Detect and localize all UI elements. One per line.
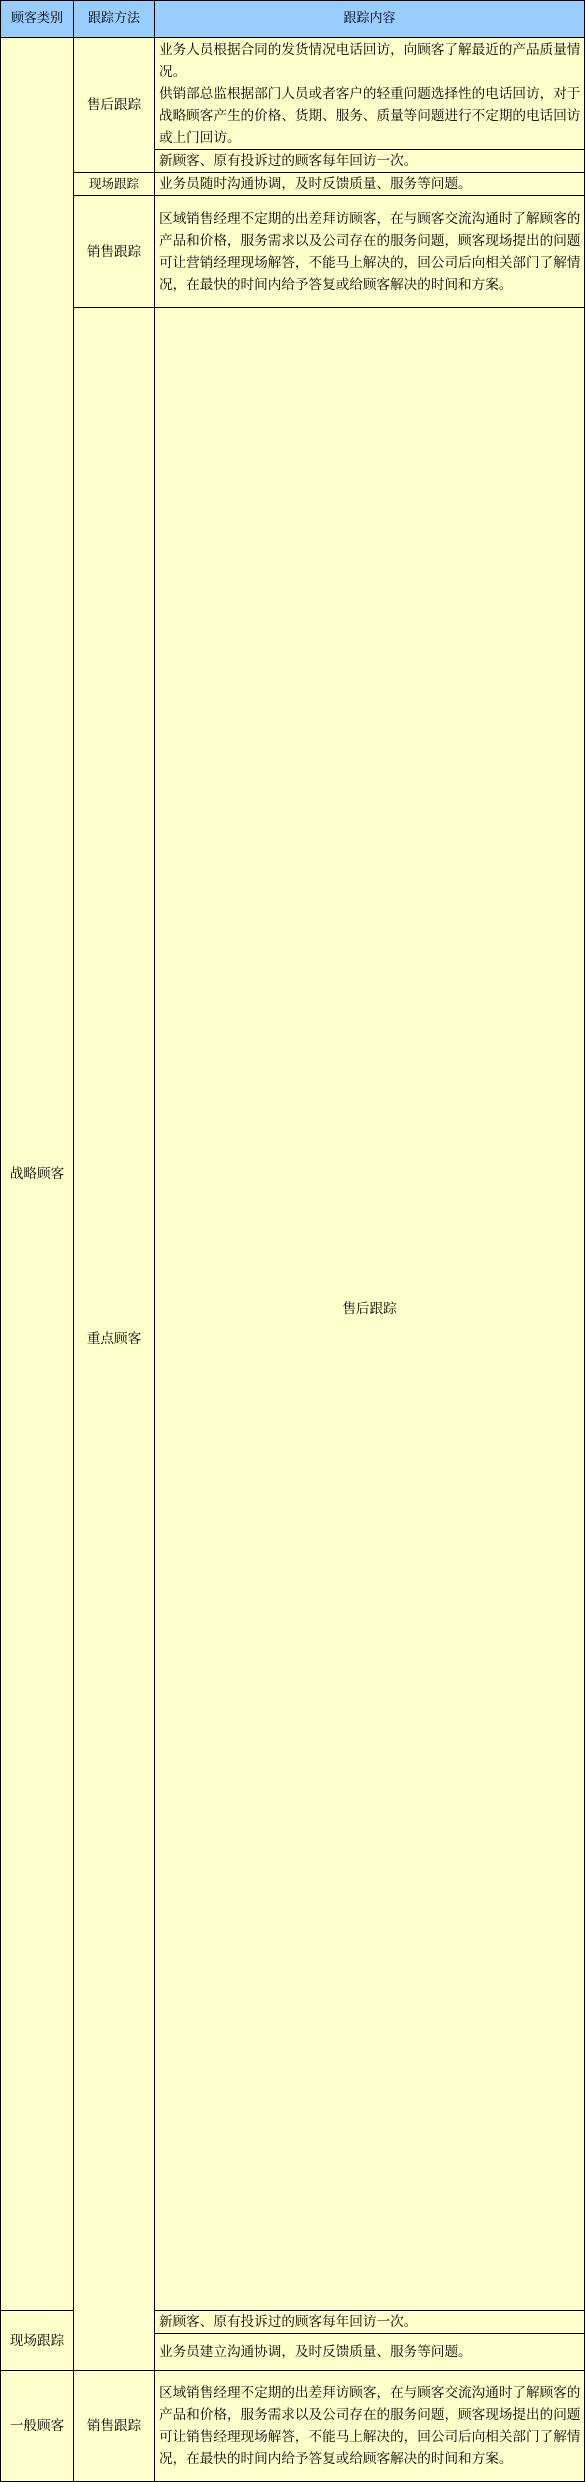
method-cell	[74, 2371, 155, 2482]
header-category: 顾客类别	[1, 1, 74, 38]
content-cell	[155, 2371, 585, 2482]
content-paragraph: 新顾客、原有投诉过的顾客每年回访一次。	[159, 2314, 418, 2330]
method-cell	[74, 196, 155, 308]
table-row	[1, 308, 585, 2311]
content-cell	[155, 2334, 585, 2371]
content-cell	[155, 38, 585, 150]
method-cell	[155, 308, 585, 2311]
content-cell	[155, 173, 585, 196]
method-label: 售后跟踪	[342, 1301, 397, 1317]
category-cell	[1, 2371, 74, 2482]
method-cell	[1, 2311, 74, 2371]
content-cell	[155, 2311, 585, 2334]
table-row	[1, 173, 585, 196]
content-cell	[155, 196, 585, 308]
category-label: 重点顾客	[86, 1331, 142, 1347]
table-row	[1, 196, 585, 308]
content-paragraph: 供销部总监根据部门人员或者客户的轻重问题选择性的电话回访，对于战略顾客产生的价格、货期、服务、质量等问题进行不定期的电话回访或上门回访。	[159, 85, 581, 146]
method-label: 现场跟踪	[88, 176, 139, 191]
method-cell	[74, 173, 155, 196]
content-paragraph: 业务员建立沟通协调，及时反馈质量、服务等问题。	[159, 2344, 472, 2360]
header-row	[1, 1, 585, 38]
category-label: 一般顾客	[9, 2418, 65, 2434]
header-content: 跟踪内容	[155, 1, 585, 38]
table-row	[1, 2371, 585, 2482]
content-paragraph: 区域销售经理不定期的出差拜访顾客，在与顾客交流沟通时了解顾客的产品和价格，服务需求以及公司存在的服务问题，顾客现场提出的问题可让销售经理现场解答，不能马上解决的，回公司后向相关部门了解情况，在最快的时间内给予答复或给顾客解决的时间和方案。	[159, 2385, 581, 2467]
content-cell	[155, 150, 585, 173]
category-cell	[1, 38, 74, 2311]
content-paragraph: 新顾客、原有投诉过的顾客每年回访一次。	[159, 153, 418, 169]
method-label: 销售跟踪	[86, 243, 142, 260]
method-label: 销售跟踪	[86, 2418, 142, 2434]
content-paragraph: 业务员随时沟通协调，及时反馈质量、服务等问题。	[159, 176, 472, 192]
content-paragraph: 区域销售经理不定期的出差拜访顾客，在与顾客交流沟通时了解顾客的产品和价格，服务需求以及公司存在的服务问题，顾客现场提出的问题可让营销经理现场解答，不能马上解决的，回公司后向相关部门了解情况，在最快的时间内给予答复或给顾客解决的时间和方案。	[159, 210, 581, 293]
method-label: 现场跟踪	[9, 2332, 65, 2349]
content-paragraph: 业务人员根据合同的发货情况电话回访，向顾客了解最近的产品质量情况。	[159, 41, 581, 80]
table-row	[1, 38, 585, 150]
method-cell	[74, 38, 155, 173]
method-label: 售后跟踪	[86, 97, 142, 113]
category-label: 战略顾客	[9, 1166, 65, 1182]
header-method: 跟踪方法	[74, 1, 155, 38]
category-cell	[74, 308, 155, 2371]
